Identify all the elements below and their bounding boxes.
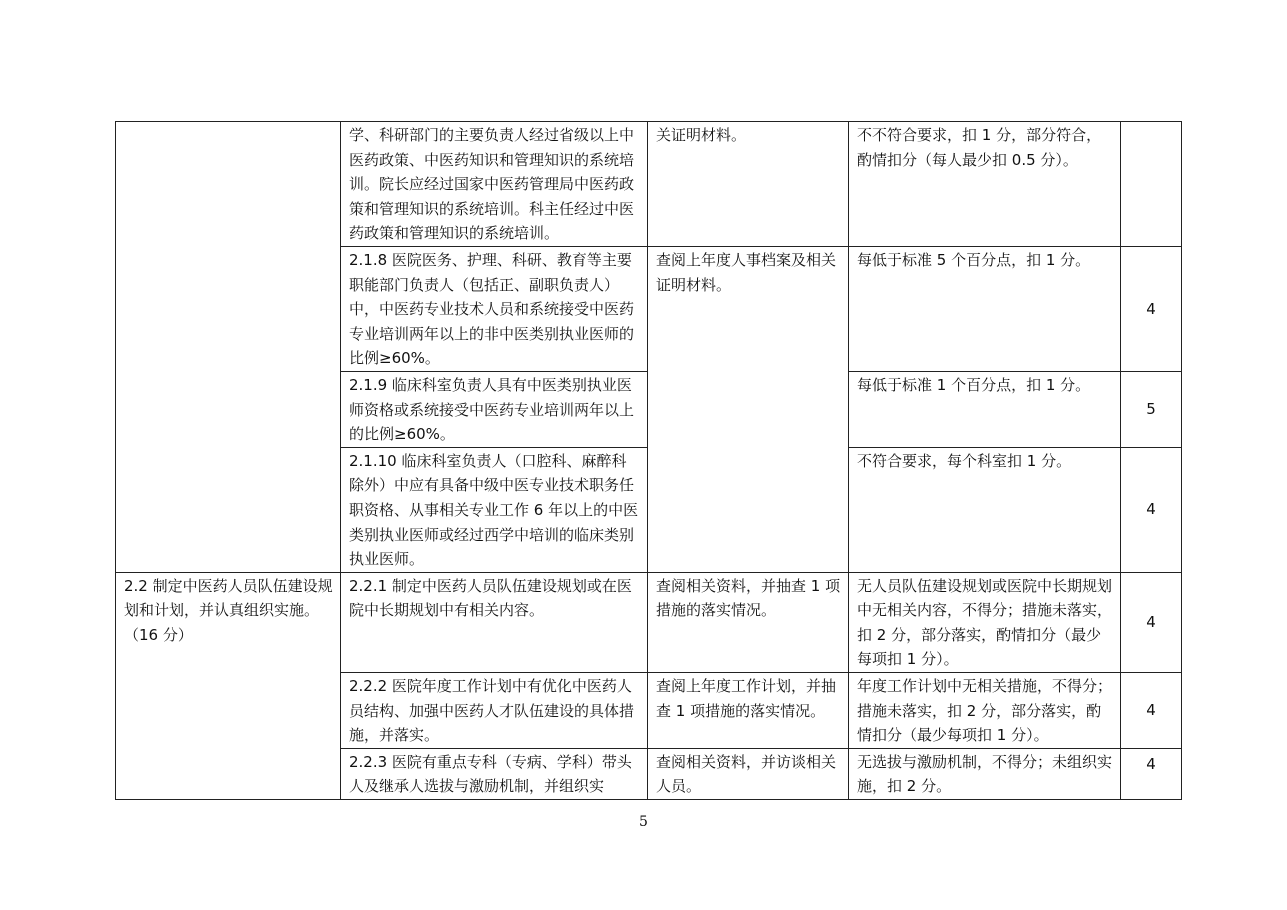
evaluation-table <box>115 121 1182 800</box>
score-cell: 4 <box>1121 673 1182 749</box>
standard-cell: 2.1.9 临床科室负责人具有中医类别执业医师资格或系统接受中医药专业培训两年以上的比例≥60%。 <box>341 371 648 447</box>
method-cell: 查阅相关资料，并访谈相关人员。 <box>648 748 849 799</box>
standard-cell: 2.2.1 制定中医药人员队伍建设规划或在医院中长期规划中有相关内容。 <box>341 572 648 672</box>
scoring-cell: 不符合要求，每个科室扣 1 分。 <box>849 447 1121 572</box>
score-cell <box>1121 122 1182 247</box>
score-cell: 4 <box>1121 748 1182 799</box>
scoring-cell: 每低于标准 5 个百分点，扣 1 分。 <box>849 246 1121 371</box>
score-cell: 5 <box>1121 371 1182 447</box>
item-cell: 2.2 制定中医药人员队伍建设规划和计划，并认真组织实施。（16 分） <box>116 572 341 799</box>
standard-cell: 学、科研部门的主要负责人经过省级以上中医药政策、中医药知识和管理知识的系统培训。院长应经过国家中医药管理局中医药政策和管理知识的系统培训。科主任经过中医药政策和管理知识的系统培训。 <box>341 122 648 247</box>
method-cell: 关证明材料。 <box>648 122 849 247</box>
method-cell: 查阅上年度工作计划，并抽查 1 项措施的落实情况。 <box>648 673 849 749</box>
table-row <box>116 122 1182 247</box>
method-cell: 查阅相关资料，并抽查 1 项措施的落实情况。 <box>648 572 849 672</box>
method-cell: 查阅上年度人事档案及相关证明材料。 <box>648 246 849 572</box>
item-cell <box>116 122 341 573</box>
score-cell: 4 <box>1121 572 1182 672</box>
scoring-cell: 不不符合要求，扣 1 分，部分符合，酌情扣分（每人最少扣 0.5 分）。 <box>849 122 1121 247</box>
scoring-cell: 无人员队伍建设规划或医院中长期规划中无相关内容，不得分；措施未落实，扣 2 分，部分落实，酌情扣分（最少每项扣 1 分）。 <box>849 572 1121 672</box>
scoring-cell: 无选拔与激励机制，不得分；未组织实施，扣 2 分。 <box>849 748 1121 799</box>
score-cell: 4 <box>1121 246 1182 371</box>
score-cell: 4 <box>1121 447 1182 572</box>
scoring-cell: 每低于标准 1 个百分点，扣 1 分。 <box>849 371 1121 447</box>
standard-cell: 2.1.8 医院医务、护理、科研、教育等主要职能部门负责人（包括正、副职负责人）中，中医药专业技术人员和系统接受中医药专业培训两年以上的非中医类别执业医师的比例≥60%。 <box>341 246 648 371</box>
standard-cell: 2.2.3 医院有重点专科（专病、学科）带头人及继承人选拔与激励机制，并组织实 <box>341 748 648 799</box>
scoring-cell: 年度工作计划中无相关措施，不得分；措施未落实，扣 2 分，部分落实，酌情扣分（最少每项扣 1 分）。 <box>849 673 1121 749</box>
standard-cell: 2.2.2 医院年度工作计划中有优化中医药人员结构、加强中医药人才队伍建设的具体措施，并落实。 <box>341 673 648 749</box>
page-number: 5 <box>639 814 648 830</box>
table-row <box>116 572 1182 672</box>
standard-cell: 2.1.10 临床科室负责人（口腔科、麻醉科除外）中应有具备中级中医专业技术职务任职资格、从事相关专业工作 6 年以上的中医类别执业医师或经过西学中培训的临床类别执业医师。 <box>341 447 648 572</box>
